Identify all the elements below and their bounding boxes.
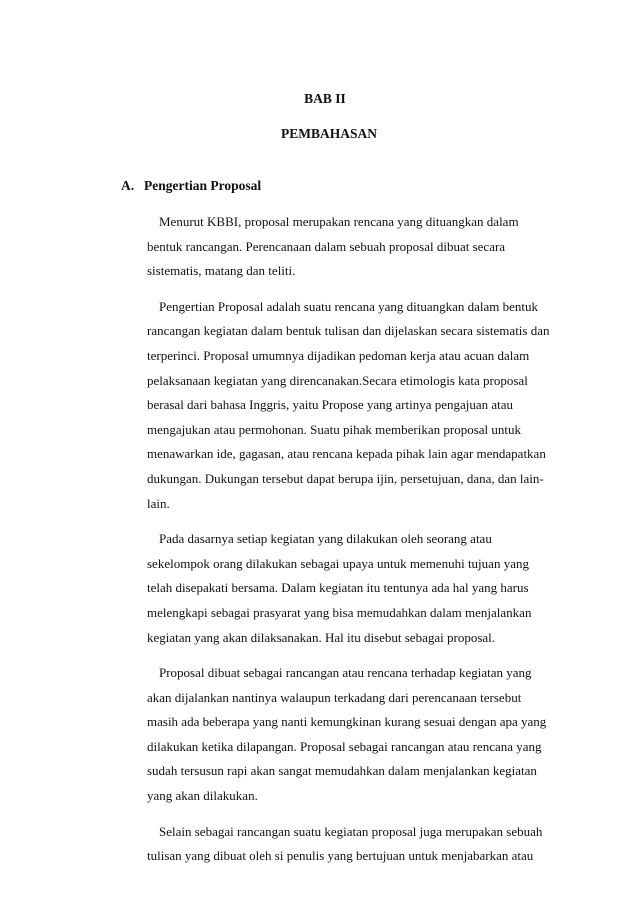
paragraph [147, 210, 547, 284]
chapter-title: PEMBAHASAN [280, 126, 377, 141]
paragraph-line: kegiatan yang akan dilaksanakan. Hal itu disebut sebagai proposal. [147, 629, 496, 645]
paragraph-line: berasal dari bahasa Inggris, yaitu Propose yang artinya pengajuan atau [147, 397, 514, 413]
paragraph-line: sekelompok orang dilakukan sebagai upaya untuk memenuhi tujuan yang [147, 555, 529, 571]
paragraph-line: dilakukan ketika dilapangan. Proposal sebagai rancangan atau rencana yang [147, 738, 542, 754]
section-letter: A. [121, 178, 135, 193]
paragraph-line: rancangan kegiatan dalam bentuk tulisan dan dijelaskan secara sistematis dan [147, 323, 550, 339]
paragraph [147, 527, 547, 650]
paragraph-line: Pada dasarnya setiap kegiatan yang dilakukan oleh seorang atau [159, 531, 492, 547]
paragraph [147, 661, 547, 809]
paragraph-line: sistematis, matang dan teliti. [147, 263, 296, 279]
paragraph [147, 820, 547, 869]
paragraph-line: tulisan yang dibuat oleh si penulis yang bertujuan untuk menjabarkan atau [147, 848, 534, 864]
paragraph-line: terperinci. Proposal umumnya dijadikan pedoman kerja atau acuan dalam [147, 347, 530, 363]
paragraph-line: Proposal dibuat sebagai rancangan atau rencana terhadap kegiatan yang [159, 665, 532, 681]
paragraph-line: Menurut KBBI, proposal merupakan rencana yang dituangkan dalam [159, 214, 519, 229]
paragraph-line: dukungan. Dukungan tersebut dapat berupa ijin, persetujuan, dana, dan lain- [147, 470, 544, 486]
paragraph-line: menawarkan ide, gagasan, atau rencana kepada pihak lain agar mendapatkan [147, 446, 546, 462]
paragraph-line: yang akan dilakukan. [147, 788, 258, 804]
section-title: Pengertian Proposal [144, 178, 262, 193]
paragraph-line: pelaksanaan kegiatan yang direncanakan.Secara etimologis kata proposal [147, 372, 528, 388]
paragraph-line: mengajukan atau permohonan. Suatu pihak memberikan proposal untuk [147, 421, 522, 437]
paragraph-line: bentuk rancangan. Perencanaan dalam sebuah proposal dibuat secara [147, 238, 506, 254]
paragraph-line: telah disepakati bersama. Dalam kegiatan itu tentunya ada hal yang harus [147, 580, 529, 596]
paragraph-line: masih ada beberapa yang nanti kemungkinan kurang sesuai dengan apa yang [147, 714, 547, 730]
paragraph-line: sudah tersusun rapi akan sangat memudahkan dalam menjalankan kegiatan [147, 763, 537, 779]
section-heading [121, 178, 261, 194]
paragraph-line: Selain sebagai rancangan suatu kegiatan proposal juga merupakan sebuah [159, 823, 543, 839]
paragraph-line: lain. [147, 495, 170, 511]
body-text [147, 210, 550, 880]
paragraph-line: melengkapi sebagai prasyarat yang bisa memudahkan dalam menjalankan [147, 604, 532, 620]
paragraph-line: Pengertian Proposal adalah suatu rencana yang dituangkan dalam bentuk [159, 298, 539, 314]
paragraph-line: akan dijalankan nantinya walaupun terkadang dari perencanaan tersebut [147, 689, 522, 705]
paragraph [147, 295, 550, 516]
chapter-heading: BAB II [304, 91, 346, 106]
